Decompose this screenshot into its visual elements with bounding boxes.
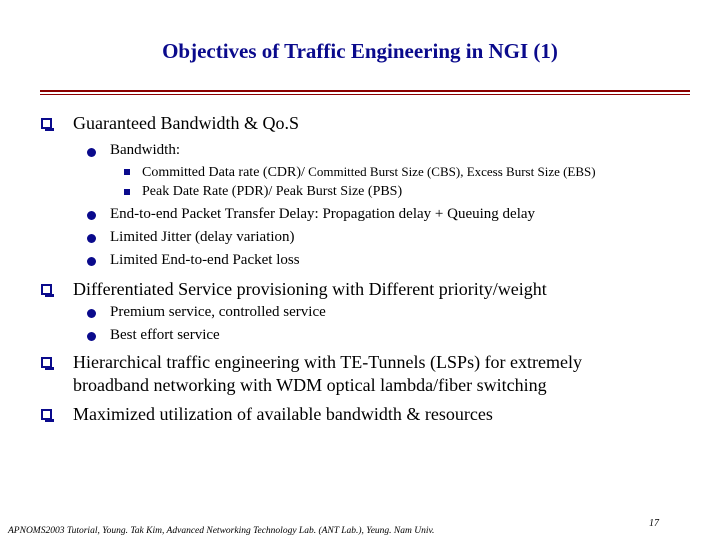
bullet-1-text: Guaranteed Bandwidth & Qo.S — [73, 113, 299, 133]
bullet-1-4-text: Limited End-to-end Packet loss — [110, 252, 300, 268]
bullet-1-1-text: Bandwidth: — [110, 142, 180, 158]
bullet-dot-icon — [87, 309, 96, 318]
slide-title: Objectives of Traffic Engineering in NGI (1) — [162, 39, 558, 63]
footer-text: APNOMS2003 Tutorial, Young. Tak Kim, Advanced Networking Technology Lab. (ANT Lab.), Yeung. Nam Univ. — [8, 526, 435, 536]
bullet-square-icon — [124, 189, 130, 195]
bullet-dot-icon — [87, 332, 96, 341]
bullet-box-icon — [41, 284, 52, 295]
bullet-square-icon — [124, 169, 130, 175]
page-number: 17 — [649, 518, 659, 529]
bullet-box-icon — [41, 118, 52, 129]
bullet-dot-icon — [87, 211, 96, 220]
bullet-dot-icon — [87, 234, 96, 243]
bullet-1-2-text: End-to-end Packet Transfer Delay: Propagation delay + Queuing delay — [110, 206, 536, 222]
title-rule-top — [40, 90, 690, 92]
bullet-2-1-text: Premium service, controlled service — [110, 304, 326, 320]
bullet-1-1-2-text: Peak Date Rate (PDR)/ Peak Burst Size (PBS) — [142, 184, 403, 199]
bullet-1-1-1-rest: Committed Burst Size (CBS), Excess Burst Size (EBS) — [304, 164, 596, 179]
bullet-dot-icon — [87, 257, 96, 266]
bullet-3-text: Hierarchical traffic engineering with TE-Tunnels (LSPs) for extremely — [73, 352, 583, 372]
bullet-1-3-text: Limited Jitter (delay variation) — [110, 229, 295, 245]
bullet-box-icon — [41, 409, 52, 420]
bullet-1-1-1-main: Committed Data rate (CDR)/ — [142, 165, 305, 180]
bullet-dot-icon — [87, 148, 96, 157]
bullet-4-text: Maximized utilization of available bandwidth & resources — [73, 404, 493, 424]
bullet-box-icon — [41, 357, 52, 368]
bullet-2-text: Differentiated Service provisioning with Different priority/weight — [73, 279, 547, 299]
bullet-2-2-text: Best effort service — [110, 327, 220, 343]
bullet-3-text-line2: broadband networking with WDM optical lambda/fiber switching — [73, 375, 547, 395]
title-rule-bottom — [40, 94, 690, 95]
bullet-1-1-1 — [142, 164, 596, 181]
